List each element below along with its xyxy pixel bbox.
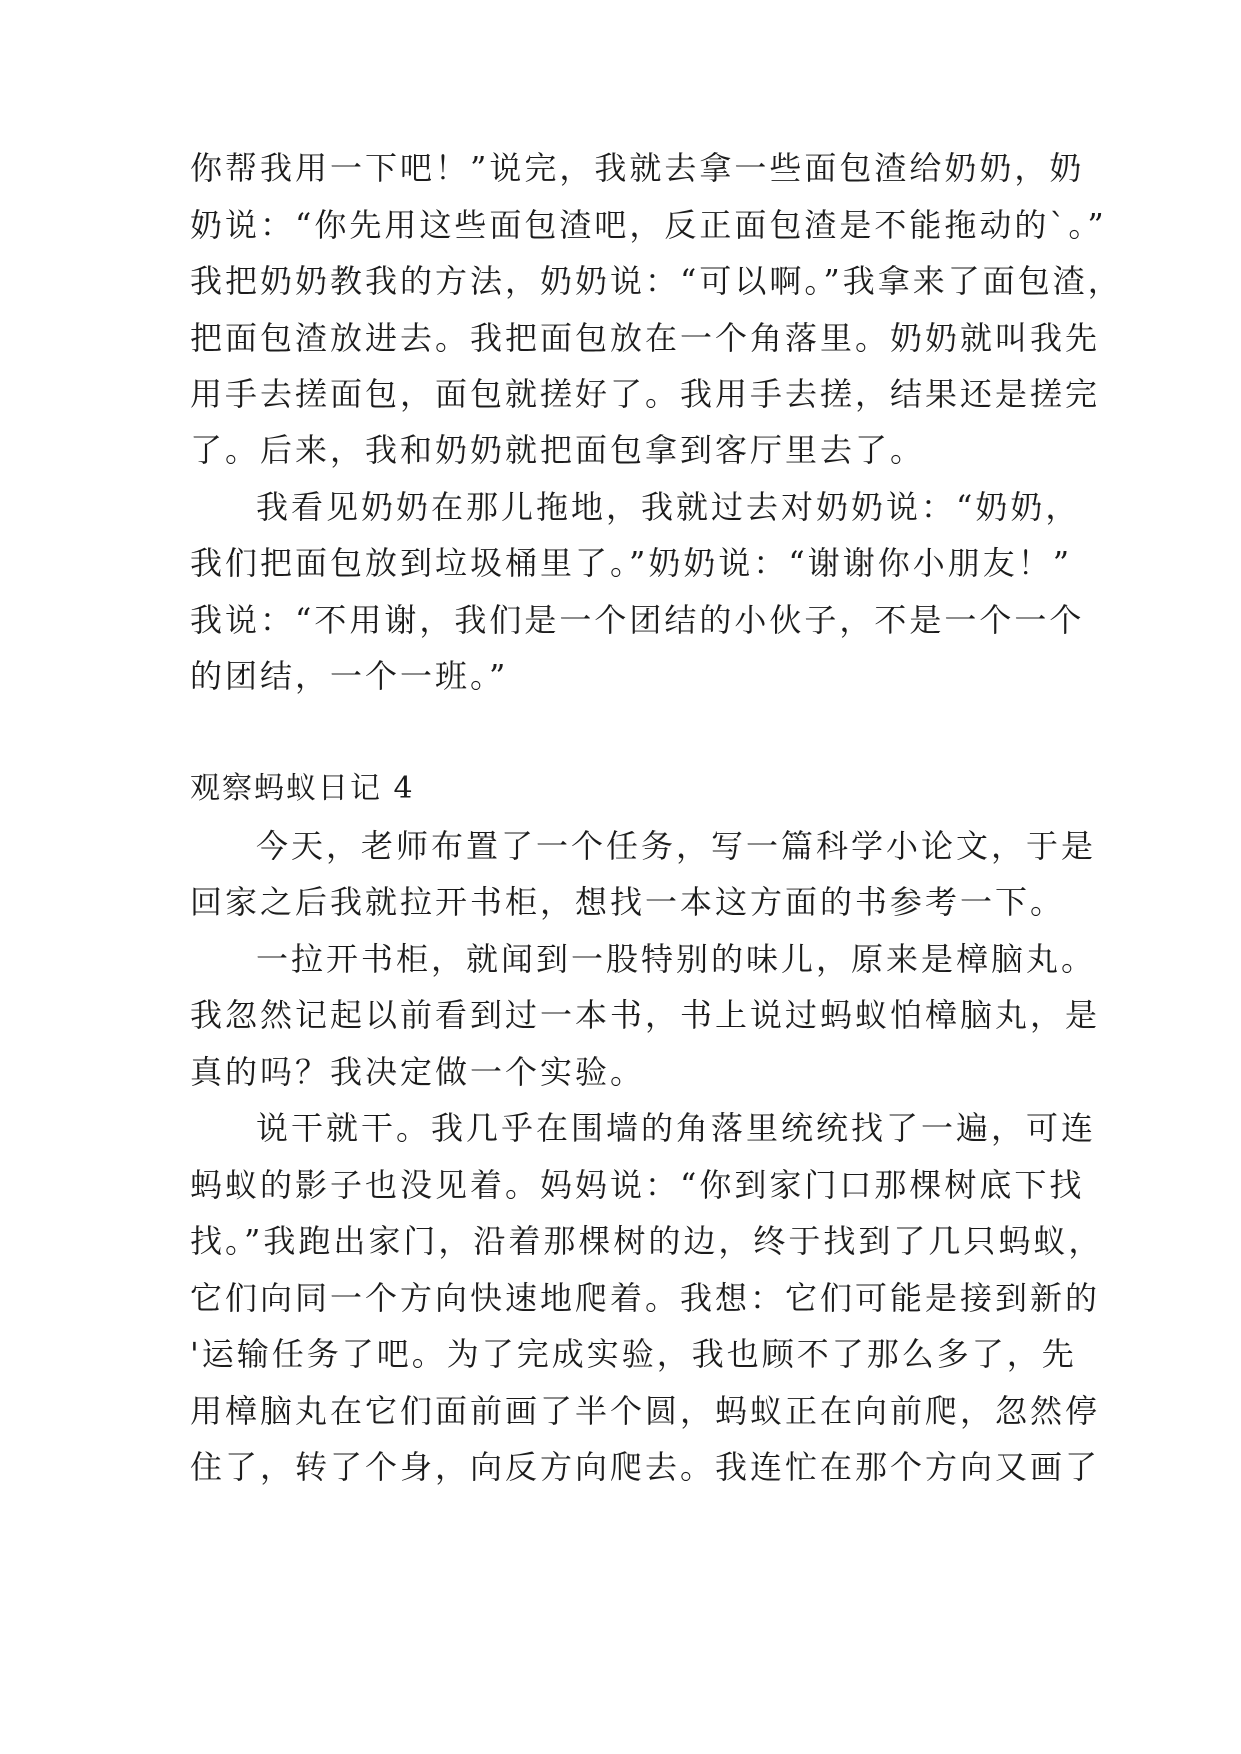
text-line: 我忽然记起以前看到过一本书，书上说过蚂蚁怕樟脑丸，是: [190, 996, 1101, 1034]
text-line: 用手去搓面包，面包就搓好了。我用手去搓，结果还是搓完: [190, 375, 1101, 413]
text-line: 了。后来，我和奶奶就把面包拿到客厅里去了。: [190, 431, 926, 469]
text-line: 回家之后我就拉开书柜，想找一本这方面的书参考一下。: [190, 883, 1066, 921]
text-line: 蚂蚁的影子也没见着。妈妈说：“你到家门口那棵树底下找: [190, 1166, 1085, 1204]
text-line: 用樟脑丸在它们面前画了半个圆，蚂蚁正在向前爬，忽然停: [190, 1392, 1101, 1430]
text-line: '运输任务了吧。为了完成实验，我也顾不了那么多了，先: [190, 1335, 1077, 1373]
text-line: 它们向同一个方向快速地爬着。我想：它们可能是接到新的: [190, 1279, 1101, 1317]
text-line: 住了，转了个身，向反方向爬去。我连忙在那个方向又画了: [190, 1448, 1101, 1486]
section-title: 观察蚂蚁日记 4: [190, 771, 415, 806]
text-line: 一拉开书柜，就闻到一股特别的味儿，原来是樟脑丸。: [256, 940, 1097, 978]
text-line: 把面包渣放进去。我把面包放在一个角落里。奶奶就叫我先: [190, 319, 1101, 357]
text-line: 我们把面包放到垃圾桶里了。”奶奶说：“谢谢你小朋友！”: [190, 544, 1073, 582]
text-line: 我把奶奶教我的方法，奶奶说：“可以啊。”我拿来了面包渣，: [190, 262, 1123, 300]
text-line: 找。”我跑出家门，沿着那棵树的边，终于找到了几只蚂蚁，: [190, 1222, 1104, 1260]
text-line: 说干就干。我几乎在围墙的角落里统统找了一遍，可连: [256, 1109, 1097, 1147]
text-line: 真的吗？我决定做一个实验。: [190, 1053, 646, 1091]
text-line: 奶说：“你先用这些面包渣吧，反正面包渣是不能拖动的`。”: [190, 206, 1107, 244]
text-line: 你帮我用一下吧！”说完，我就去拿一些面包渣给奶奶，奶: [190, 149, 1085, 187]
text-line: 今天，老师布置了一个任务，写一篇科学小论文，于是: [256, 827, 1097, 865]
text-line: 的团结，一个一班。”: [190, 657, 509, 695]
text-line: 我看见奶奶在那儿拖地，我就过去对奶奶说：“奶奶，: [256, 488, 1081, 526]
text-line: 我说：“不用谢，我们是一个团结的小伙子，不是一个一个: [190, 601, 1085, 639]
